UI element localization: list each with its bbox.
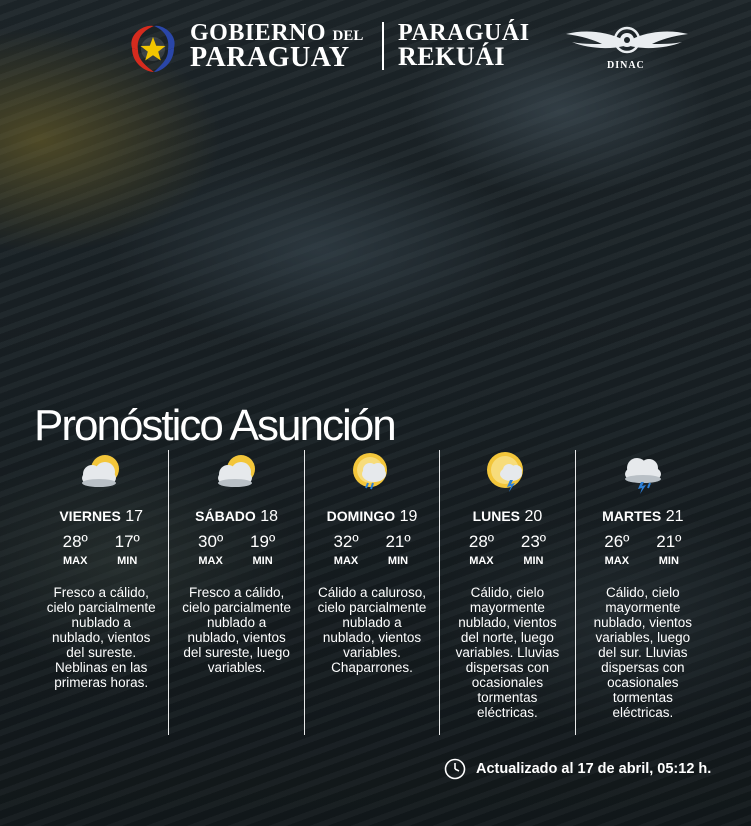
day-label: VIERNES 17 <box>59 508 144 525</box>
rekuai-title-line2: REKUÁI <box>398 42 506 71</box>
forecast-description: Fresco a cálido, cielo parcialmente nublado a nublado, vientos del sureste. Neblinas en las primeras horas. <box>46 585 156 690</box>
max-temp: 30º <box>198 532 224 551</box>
max-temp: 28º <box>468 532 494 551</box>
forecast-list <box>34 450 710 735</box>
min-temp: 17º <box>114 532 140 551</box>
header-divider <box>382 22 384 70</box>
government-emblem-icon <box>124 22 182 74</box>
forecast-day-card <box>575 450 710 735</box>
max-label: MAX <box>62 555 88 567</box>
day-label: MARTES 21 <box>602 508 684 525</box>
clock-icon <box>444 758 466 780</box>
min-temp: 21º <box>656 532 682 551</box>
min-label: MIN <box>117 555 138 567</box>
forecast-day-card <box>304 450 439 735</box>
min-label: MIN <box>658 555 679 567</box>
last-updated-text: Actualizado al 17 de abril, 05:12 h. <box>476 761 712 777</box>
min-label: MIN <box>523 555 544 567</box>
cloud-storm-icon <box>619 450 667 494</box>
sun-showers-icon <box>348 450 396 494</box>
sun-storm-icon <box>483 450 531 494</box>
gov-title-line1: GOBIERNO DEL <box>190 20 364 46</box>
min-temp: 19º <box>250 532 276 551</box>
max-label: MAX <box>333 555 359 567</box>
forecast-day-card <box>34 450 168 735</box>
min-label: MIN <box>252 555 273 567</box>
forecast-day-card <box>439 450 574 735</box>
min-temp: 21º <box>385 532 411 551</box>
max-label: MAX <box>198 555 223 567</box>
partly-cloudy-icon <box>77 450 125 494</box>
day-label: SÁBADO 18 <box>195 508 279 525</box>
dinac-wings-logo-icon <box>564 20 690 60</box>
forecast-description: Cálido, cielo mayormente nublado, vientos del norte, luego variables. Lluvias dispersas con ocasionales tormentas eléctricas. <box>455 585 560 720</box>
max-temp: 28º <box>62 532 88 551</box>
forecast-description: Cálido, cielo mayormente nublado, vientos variables, luego del sur. Lluvias dispersas con ocasionales tormentas eléctricas. <box>593 585 692 720</box>
last-updated <box>444 758 711 780</box>
temperature-row <box>169 532 303 567</box>
temperature-row <box>305 532 439 567</box>
temperature-row <box>576 532 710 567</box>
page-title: Pronóstico Asunción <box>34 401 395 451</box>
min-label: MIN <box>387 555 409 567</box>
rekuai-title-line1: PARAGUÁI <box>398 20 530 46</box>
forecast-day-card <box>168 450 303 735</box>
day-label: DOMINGO 19 <box>326 508 418 525</box>
day-label: LUNES 20 <box>472 508 543 525</box>
gov-title-line2: PARAGUAY <box>190 42 350 73</box>
dinac-label: DINAC <box>607 60 645 71</box>
partly-cloudy-icon <box>213 450 261 494</box>
max-label: MAX <box>469 555 494 567</box>
site-header <box>0 0 751 90</box>
max-temp: 32º <box>333 532 359 551</box>
forecast-description: Cálido a caluroso, cielo parcialmente nublado a nublado, vientos variables. Chaparrones. <box>317 585 427 675</box>
max-temp: 26º <box>604 532 630 551</box>
temperature-row <box>34 532 168 567</box>
forecast-description: Fresco a cálido, cielo parcialmente nublado a nublado, vientos del sureste, luego variables. <box>182 585 292 675</box>
temperature-row <box>440 532 574 567</box>
max-label: MAX <box>604 555 630 567</box>
min-temp: 23º <box>520 532 546 551</box>
